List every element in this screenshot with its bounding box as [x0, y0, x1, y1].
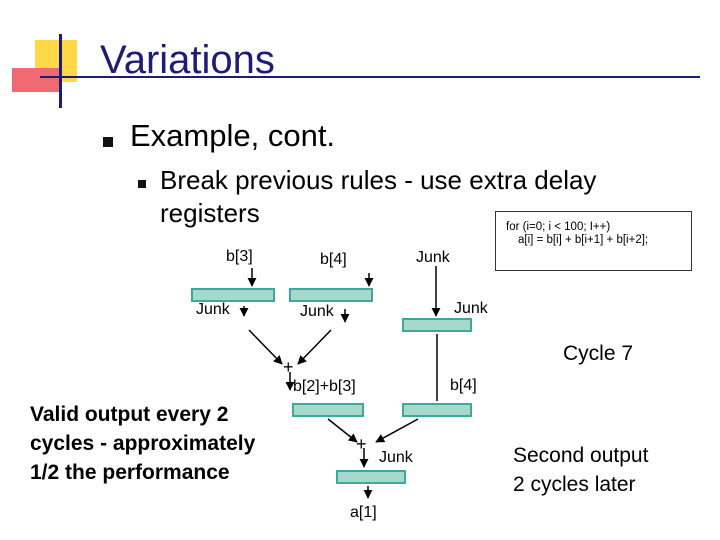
label-junk-left: Junk	[196, 301, 230, 318]
arrow-to-plus1-right	[298, 330, 331, 364]
second-output-line-2: 2 cycles later	[513, 473, 636, 496]
label-b4-top: b[4]	[320, 251, 347, 268]
label-junk-mid: Junk	[300, 303, 334, 320]
arrow-to-plus2-right	[376, 419, 418, 442]
arrow-to-plus1-left	[249, 330, 282, 364]
bullet-level-2: Break previous rules - use extra delay registers	[160, 165, 597, 228]
label-b2-plus-b3: b[2]+b[3]	[293, 378, 356, 395]
label-junk-top: Junk	[416, 249, 450, 266]
second-output-line-1: Second output	[513, 444, 649, 467]
label-plus-1: +	[283, 357, 294, 377]
label-b3: b[3]	[226, 248, 253, 265]
cycle-label: Cycle 7	[563, 342, 634, 365]
slide-title: Variations	[100, 38, 275, 82]
code-line-1: for (i=0; i < 100; I++)	[506, 221, 611, 233]
valid-output-note: Valid output every 2 cycles - approximately 1/2 the performance	[30, 403, 256, 484]
label-a1: a[1]	[350, 504, 377, 521]
arrow-to-plus2-left	[328, 419, 357, 442]
label-junk-right: Junk	[454, 300, 488, 317]
label-plus-2: +	[356, 434, 367, 454]
label-b4-right: b[4]	[450, 377, 477, 394]
bullet-level-1: Example, cont.	[130, 118, 336, 153]
code-line-2: a[i] = b[i] + b[i+1] + b[i+2];	[518, 234, 649, 246]
label-junk-bottom: Junk	[379, 449, 413, 466]
